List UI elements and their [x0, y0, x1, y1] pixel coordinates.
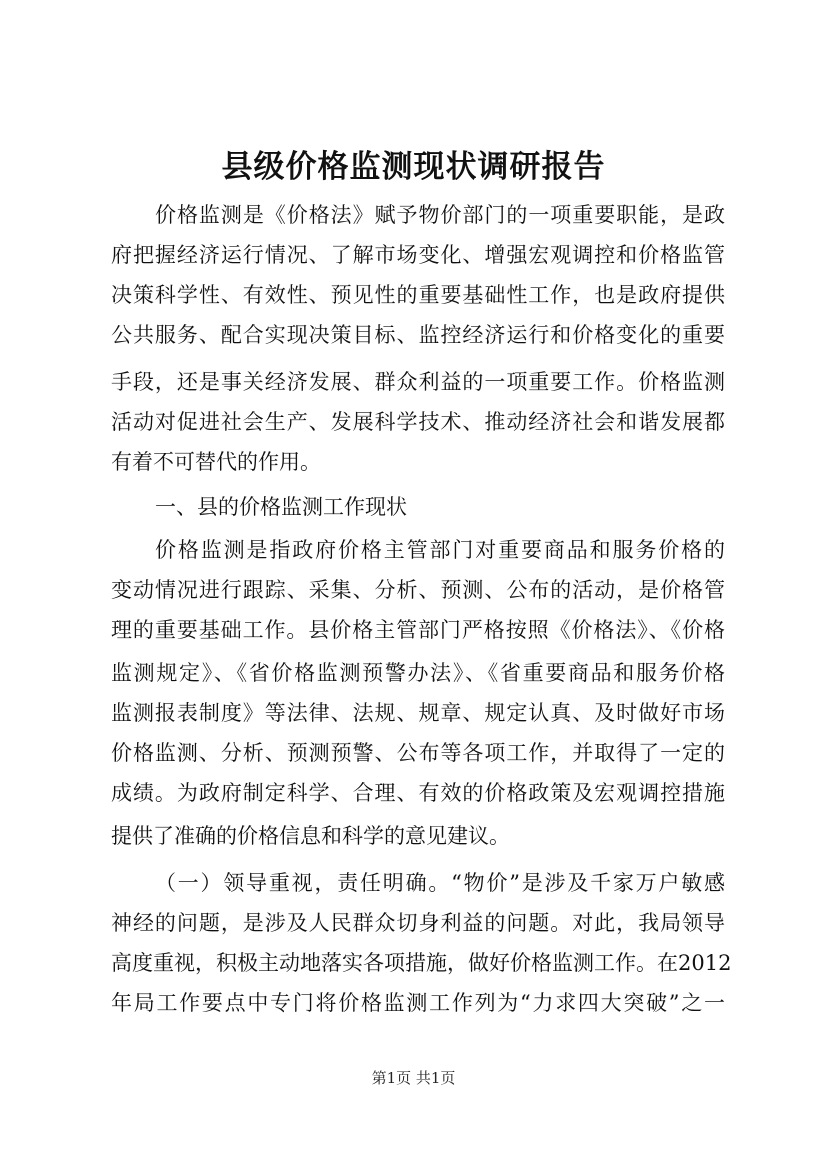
text-line: 公共服务、配合实现决策目标、监控经济运行和价格变化的重要 [111, 323, 725, 347]
text-line: 价格监测、分析、预测预警、公布等各项工作，并取得了一定的 [111, 741, 725, 765]
text-line: 有着不可替代的作用。 [111, 450, 321, 474]
text-line: 手段，还是事关经济发展、群众利益的一项重要工作。价格监测 [111, 370, 725, 394]
text-line: 府把握经济运行情况、了解市场变化、增强宏观调控和价格监管 [111, 243, 725, 267]
text-line: 理的重要基础工作。县价格主管部门严格按照《价格法》、《价格 [111, 618, 725, 642]
document-title: 县级价格监测现状调研报告 [221, 149, 606, 185]
text-line: 神经的问题，是涉及人民群众切身利益的问题。对此，我局领导 [111, 911, 725, 935]
text-line: 决策科学性、有效性、预见性的重要基础性工作，也是政府提供 [111, 283, 725, 307]
text-line: 监测规定》、《省价格监测预警办法》、《省重要商品和服务价格 [111, 661, 725, 685]
text-line: 价格监测是《价格法》赋予物价部门的一项重要职能，是政 [155, 203, 725, 227]
text-line: 活动对促进社会生产、发展科学技术、推动经济社会和谐发展都 [111, 410, 725, 434]
page-number: 第1页 共1页 [371, 1069, 456, 1087]
text-line: 成绩。为政府制定科学、合理、有效的价格政策及宏观调控措施 [111, 781, 725, 805]
text-line: 提供了准确的价格信息和科学的意见建议。 [111, 824, 510, 848]
text-line: 价格监测是指政府价格主管部门对重要商品和服务价格的 [155, 538, 725, 562]
text-line: 高度重视，积极主动地落实各项措施，做好价格监测工作。在2012 [111, 951, 732, 975]
text-line: 监测报表制度》等法律、法规、规章、规定认真、及时做好市场 [111, 701, 725, 725]
text-line: 变动情况进行跟踪、采集、分析、预测、公布的活动，是价格管 [111, 578, 725, 602]
text-line: 年局工作要点中专门将价格监测工作列为“力求四大突破”之一 [111, 991, 725, 1015]
section-heading: 一、县的价格监测工作现状 [155, 495, 407, 519]
text-line: （一）领导重视，责任明确。“物价”是涉及千家万户敏感 [155, 871, 725, 895]
